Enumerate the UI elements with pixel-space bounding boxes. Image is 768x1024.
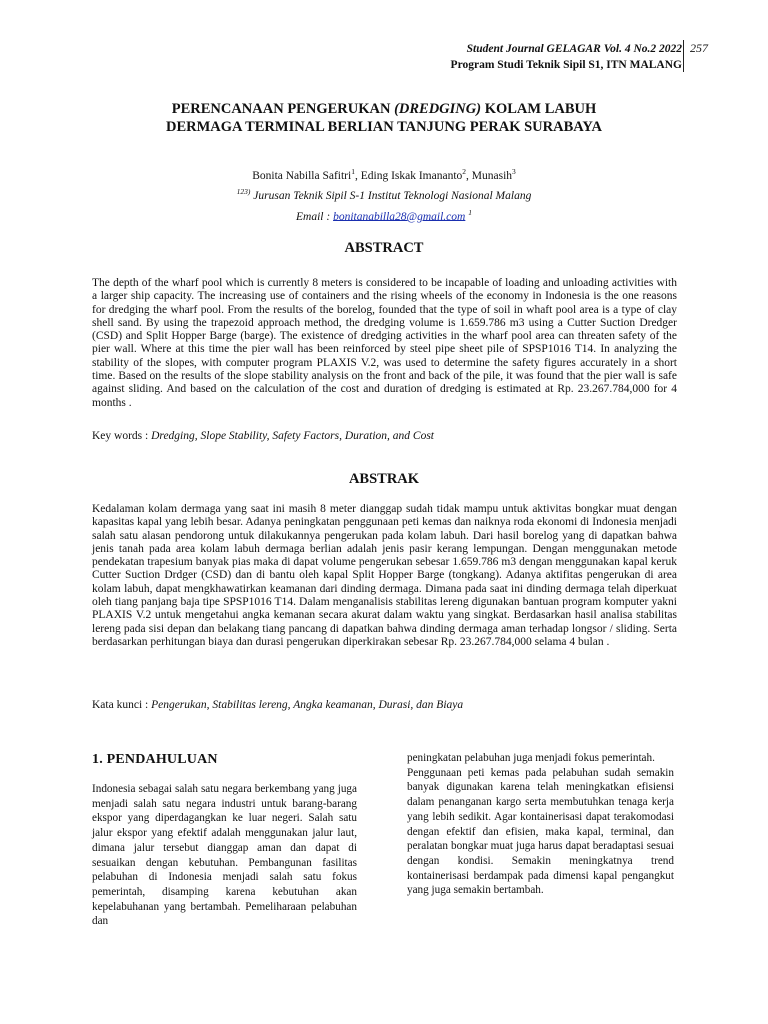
title-line-2: DERMAGA TERMINAL BERLIAN TANJUNG PERAK SURABAYA [165,119,602,135]
intro-right-column [407,751,674,898]
intro-paragraph-1: Indonesia sebagai salah satu negara berkembang yang juga menjadi salah satu negara industri untuk barang-barang ekspor yang diperdagangkan ke luar negeri. Salah satu jalur ekspor yang efektif adalah menggunakan jalur laut, dimana jalur tersebut dianggap aman dan dapat di sesuaikan dengan kebutuhan. Pembangunan fasilitas pelabuhan di Indonesia menjadi salah satu fokus pemerintah, disamping karena kebutuhan akan kepelabuhanan yang bertambah. Pemeliharaan pelabuhan dan [92,783,357,928]
intro-left-column [92,782,357,929]
page-number: 257 [690,41,708,55]
program-name: Program Studi Teknik Sipil S1, ITN MALANG [450,59,682,71]
journal-name: Student Journal GELAGAR Vol. 4 No.2 2022 [466,43,682,55]
email-link[interactable]: bonitanabilla28@gmail.com [333,210,466,223]
abstract-keywords: Key words : Dredging, Slope Stability, Safety Factors, Duration, and Cost [92,430,435,442]
affiliation: $^{123)}$ Jurusan Teknik Sipil S-1 Institut Teknologi Nasional Malang [236,187,532,203]
header-divider [683,40,684,72]
abstract-body: The depth of the wharf pool which is currently 8 meters is considered to be incapable of loading and unloading activities with a larger ship capacity. The increasing use of containers and the rising wheels of the economy in Indonesia is the one reasons for dredging the wharf pool. From the results of the borelog, founded that the type of soil in whaft pool area is a type of clay shell sand. By using the trapezoid approach method, the dredging volume is 1.659.786 m3 using a Cutter Suction Dredger (CSD) and Split Hopper Barge (barge). The existence of dredging activities in the wharf pool area can threaten safety of the pier wall. Where at this time the pier wall has been reinforced by steel pipe sheet pile of SPSP1016 T14. In analyzing the stability of the slopes, with computer program PLAXIS V.2, was used to determine the safety figures accurately in a short time. Based on the results of the slope stability analysis on the front and back of the pile, it was found that the pier wall is safe against sliding. And based on the calculation of the cost and duration of dredging is estimated at Rp. 23.267.784,000 for 4 months . [92,277,677,409]
intro-paragraph-1-cont: peningkatan pelabuhan juga menjadi fokus pemerintah. [407,752,655,764]
paper-title [0,100,768,136]
author-names: Bonita Nabilla Safitri$^1$, Eding Iskak Imananto$^2$, Munasih$^3$ [252,167,516,182]
author-block [0,164,768,225]
abstract-heading: ABSTRACT [344,240,424,256]
intro-heading: 1. PENDAHULUAN [92,752,218,767]
email-line: Email : bonitanabilla28@gmail.com $^1$ [296,207,472,223]
abstrak-heading: ABSTRAK [348,471,420,487]
intro-paragraph-2: Penggunaan peti kemas pada pelabuhan sudah semakin banyak digunakan karena telah meningkatkan efisiensi dalam penanganan kargo serta membutuhkan tenaga kerja yang lebih sedikit. Agar kontainerisasi dapat terakomodasi dengan efektif dan efisien, maka kapal, terminal, dan peralatan bongkar muat juga harus dapat beradaptasi sesuai dengan kondisi. Semakin meningkatnya trend kontainerisasi berdampak pada dimensi kapal pengangkut yang juga semakin bertambah. [407,766,674,897]
title-line-1: PERENCANAAN PENGERUKAN (DREDGING) KOLAM LABUH [171,101,597,117]
abstrak-keywords: Kata kunci : Pengerukan, Stabilitas lereng, Angka keamanan, Durasi, dan Biaya [92,699,464,711]
running-header [451,41,682,73]
abstrak-body: Kedalaman kolam dermaga yang saat ini masih 8 meter dianggap sudah tidak mampu untuk aktivitas bongkar muat dengan kapasitas kapal yang lebih besar. Adanya peningkatan penggunaan peti kemas dan naiknya roda ekonomi di Indonesia menjadi salah satu alasan pendorong untuk dilakukannya pengerukan pada kolam labuh. Dari hasil borelog yang di dapatkan bahwa jenis tanah pada area kolam labuh dermaga berlian adalah jenis pasir kerang lempungan. Dengan menggunakan metode pendekatan trapesium banyak pias maka di dapat volume pengerukan sebesar 1.659.786 m3 dengan menggunakan kapal keruk Cutter Suction Drdger (CSD) dan di bantu oleh kapal Split Hopper Barge (tongkang). Adanya aktifitas pengerukan di area kolam labuh, dapat mengkhawatirkan keamanan dari dinding dermaga. Dimana pada saat ini dinding dermaga telah diperkuat oleh tiang panjang baja tipe SPSP1016 T14. Dalam menganalisis stabilitas lereng digunakan bantuan program komputer yakni PLAXIS V.2 untuk mengetahui angka kemanan secara akurat dalam waktu yang singkat. Berdasarkan hasil analisa stabilitas lereng pada sisi depan dan belakang tiang pancang di dapatkan bahwa dinding dermaga aman terhadap longsor / sliding. Serta berdasarkan perhitungan biaya dan durasi pengerukan diperkirakan sebesar Rp. 23.267.784,000 selama 4 bulan . [92,503,677,648]
